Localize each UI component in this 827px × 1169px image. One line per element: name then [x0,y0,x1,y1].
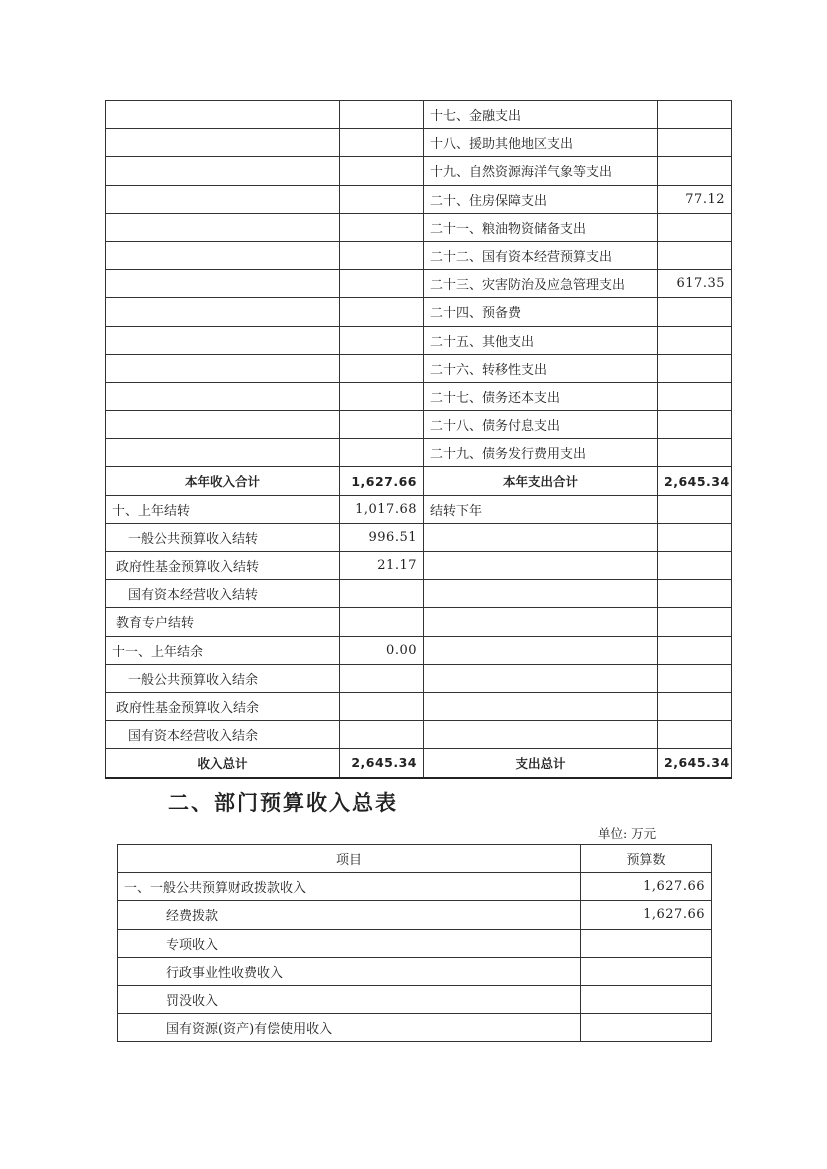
expense-value [658,157,732,185]
table-row [106,326,732,354]
table-row [106,721,732,749]
expense-item: 二十四、预备费 [424,298,658,326]
carry-value: 21.17 [340,552,424,580]
income-total-label: 收入总计 [106,749,340,778]
carry-expense-value [658,523,732,551]
income-value [340,382,424,410]
table-row [118,901,712,929]
table-row [106,411,732,439]
table-row [106,439,732,467]
carry-expense-item: 结转下年 [424,495,658,523]
carry-value [340,580,424,608]
expense-value [658,213,732,241]
income-subtotal-label: 本年收入合计 [106,467,340,495]
carry-item: 政府性基金预算收入结转 [106,552,340,580]
table-row [118,1014,712,1042]
expense-value [658,382,732,410]
income-value [340,270,424,298]
income-item [106,411,340,439]
income-value [340,298,424,326]
income-category: 经费拨款 [118,901,581,929]
table-row [106,129,732,157]
expense-item: 二十六、转移性支出 [424,354,658,382]
section-title: 二、部门预算收入总表 [168,791,398,815]
table-row [106,608,732,636]
carry-expense-value [658,580,732,608]
expense-item: 十八、援助其他地区支出 [424,129,658,157]
income-item [106,354,340,382]
carry-item: 十一、上年结余 [106,636,340,664]
header-amount: 预算数 [581,845,712,873]
income-item [106,326,340,354]
income-value [340,354,424,382]
expense-item: 二十、住房保障支出 [424,185,658,213]
carry-value: 0.00 [340,636,424,664]
income-item [106,185,340,213]
carry-item: 国有资本经营收入结转 [106,580,340,608]
carry-expense-value [658,636,732,664]
table-row [106,241,732,269]
table-row [106,636,732,664]
carry-expense-item [424,552,658,580]
carry-expense-value [658,721,732,749]
carry-value [340,692,424,720]
income-value [340,439,424,467]
carry-expense-item [424,692,658,720]
table-row [106,298,732,326]
expense-item: 二十二、国有资本经营预算支出 [424,241,658,269]
table-row [106,270,732,298]
expense-item: 二十九、债务发行费用支出 [424,439,658,467]
table-row [106,580,732,608]
carry-expense-item [424,523,658,551]
carry-expense-value [658,664,732,692]
income-value [340,101,424,129]
table-row [106,101,732,129]
expense-item: 十七、金融支出 [424,101,658,129]
carry-item: 一般公共预算收入结转 [106,523,340,551]
carry-expense-value [658,608,732,636]
table-row [106,157,732,185]
carry-expense-item [424,664,658,692]
income-value [340,157,424,185]
expense-value [658,298,732,326]
carry-value [340,608,424,636]
carry-item: 十、上年结转 [106,495,340,523]
budget-amount [581,929,712,957]
income-category: 国有资源(资产)有偿使用收入 [118,1014,581,1042]
expense-item: 二十三、灾害防治及应急管理支出 [424,270,658,298]
carry-expense-item [424,721,658,749]
table-row [106,382,732,410]
expense-item: 二十八、债务付息支出 [424,411,658,439]
income-total-value: 2,645.34 [340,749,424,778]
expense-item: 二十一、粮油物资储备支出 [424,213,658,241]
expense-value [658,101,732,129]
income-category: 行政事业性收费收入 [118,957,581,985]
carry-item: 教育专户结转 [106,608,340,636]
budget-amount: 1,627.66 [581,873,712,901]
table-row [106,552,732,580]
expense-value [658,354,732,382]
income-category: 专项收入 [118,929,581,957]
subtotal-row [106,467,732,495]
expense-value [658,411,732,439]
carry-expense-item [424,636,658,664]
income-value [340,185,424,213]
income-category: 罚没收入 [118,985,581,1013]
budget-amount: 1,627.66 [581,901,712,929]
expense-value [658,241,732,269]
table-row [106,692,732,720]
expense-subtotal-label: 本年支出合计 [424,467,658,495]
carry-expense-value [658,552,732,580]
income-expense-summary-table [105,100,732,779]
carry-value [340,721,424,749]
income-item [106,157,340,185]
table-row [118,957,712,985]
expense-item: 二十五、其他支出 [424,326,658,354]
table-row [106,495,732,523]
income-value [340,241,424,269]
carry-value [340,664,424,692]
income-item [106,241,340,269]
expense-value [658,439,732,467]
table-row [118,985,712,1013]
income-value [340,129,424,157]
carry-expense-value [658,495,732,523]
table-row [106,354,732,382]
carry-expense-value [658,692,732,720]
expense-item: 二十七、债务还本支出 [424,382,658,410]
header-item: 项目 [118,845,581,873]
expense-total-value: 2,645.34 [658,749,732,778]
unit-label: 单位: 万元 [598,826,657,841]
expense-value [658,326,732,354]
income-subtotal-value: 1,627.66 [340,467,424,495]
table-row [118,873,712,901]
income-item [106,270,340,298]
income-item [106,213,340,241]
table-row [106,664,732,692]
table-row [106,185,732,213]
expense-item: 十九、自然资源海洋气象等支出 [424,157,658,185]
carry-item: 一般公共预算收入结余 [106,664,340,692]
table-row [106,523,732,551]
budget-amount [581,957,712,985]
expense-total-label: 支出总计 [424,749,658,778]
income-category: 一、一般公共预算财政拨款收入 [118,873,581,901]
income-item [106,382,340,410]
table-row [118,929,712,957]
income-value [340,213,424,241]
table-row [106,213,732,241]
expense-value: 77.12 [658,185,732,213]
expense-subtotal-value: 2,645.34 [658,467,732,495]
table-header-row [118,845,712,873]
income-value [340,326,424,354]
expense-value: 617.35 [658,270,732,298]
budget-amount [581,985,712,1013]
income-item [106,129,340,157]
carry-item: 政府性基金预算收入结余 [106,692,340,720]
carry-expense-item [424,580,658,608]
income-item [106,439,340,467]
carry-expense-item [424,608,658,636]
income-value [340,411,424,439]
budget-amount [581,1014,712,1042]
income-item [106,101,340,129]
total-row [106,749,732,778]
income-item [106,298,340,326]
carry-value: 1,017.68 [340,495,424,523]
carry-item: 国有资本经营收入结余 [106,721,340,749]
carry-value: 996.51 [340,523,424,551]
expense-value [658,129,732,157]
department-income-table [117,844,712,1042]
